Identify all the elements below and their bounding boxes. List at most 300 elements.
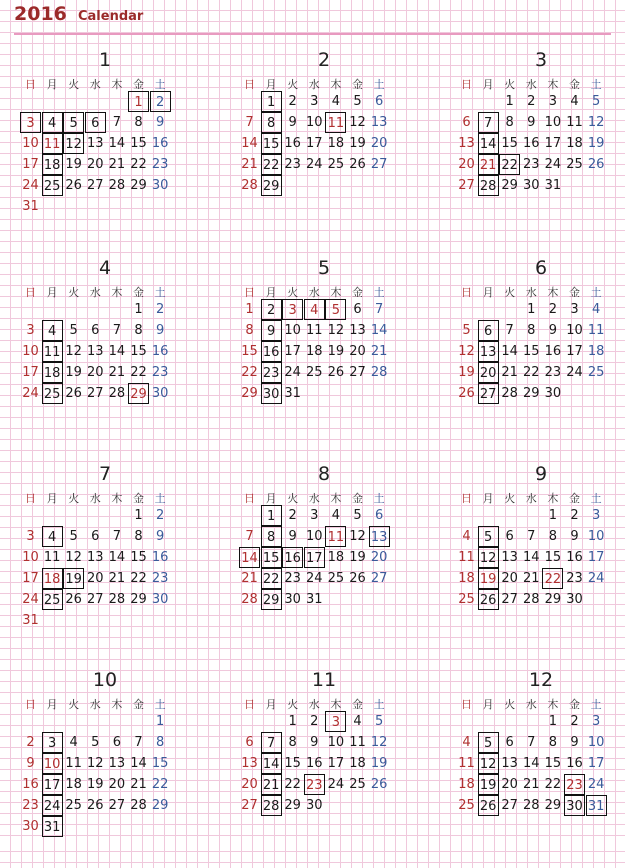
weekday-label: 火: [287, 286, 299, 299]
day-cell: 3: [310, 94, 319, 109]
day-cell: 4: [331, 508, 341, 523]
day-cell: 18: [327, 550, 345, 565]
day-cell: 31: [22, 613, 39, 628]
day-cell: 13: [241, 756, 258, 771]
day-cell: 19: [349, 136, 366, 151]
day-cell: 9: [288, 115, 297, 130]
weekday-label: 金: [569, 286, 580, 299]
day-cell: 1: [548, 508, 558, 523]
day-cell: 1: [134, 508, 143, 523]
day-cell: 1: [134, 302, 143, 317]
weekday-label: 日: [25, 286, 36, 299]
day-cell: 22: [284, 777, 301, 792]
weekday-label: 火: [287, 698, 299, 711]
day-cell: 19: [327, 344, 345, 359]
day-cell: 22: [241, 365, 258, 380]
day-cell: 20: [458, 157, 475, 172]
weekday-label: 木: [547, 492, 559, 505]
day-cell: 25: [458, 592, 475, 607]
day-cell: 16: [261, 341, 282, 362]
day-cell: 27: [108, 798, 126, 813]
day-cell: 23: [151, 157, 169, 172]
day-cell: 19: [87, 777, 104, 792]
day-cell: 5: [63, 112, 84, 133]
day-cell: 7: [112, 529, 122, 544]
weekday-label: 木: [547, 78, 559, 91]
day-cell: 12: [458, 344, 475, 359]
day-cell: 22: [130, 365, 147, 380]
day-cell: 26: [370, 777, 388, 792]
day-cell: 18: [42, 154, 63, 175]
month-12: [456, 668, 625, 868]
month-8: [239, 462, 409, 662]
day-cell: 14: [108, 344, 126, 359]
day-cell: 31: [284, 386, 301, 401]
day-cell: 21: [370, 344, 388, 359]
day-cell: 17: [327, 756, 345, 771]
day-cell: 3: [325, 711, 346, 732]
day-cell: 15: [241, 344, 258, 359]
day-cell: 23: [261, 362, 282, 383]
day-cell: 17: [587, 756, 605, 771]
day-cell: 22: [130, 157, 147, 172]
weekday-label: 日: [244, 698, 255, 711]
day-cell: 16: [306, 756, 323, 771]
day-cell: 9: [527, 115, 536, 130]
day-cell: 5: [69, 529, 78, 544]
day-cell: 21: [523, 571, 540, 586]
day-cell: 20: [87, 157, 104, 172]
day-cell: 13: [370, 115, 388, 130]
weekday-label: 水: [308, 78, 320, 91]
day-cell: 11: [325, 112, 346, 133]
day-cell: 6: [505, 735, 514, 750]
day-cell: 28: [108, 592, 126, 607]
weekday-label: 火: [504, 492, 516, 505]
day-cell: 14: [501, 344, 518, 359]
day-cell: 5: [462, 323, 471, 338]
day-cell: 4: [353, 714, 362, 729]
day-cell: 21: [108, 571, 126, 586]
day-cell: 24: [22, 178, 39, 193]
weekday-label: 金: [352, 492, 363, 505]
day-cell: 17: [284, 344, 301, 359]
day-cell: 2: [155, 302, 165, 317]
day-cell: 22: [261, 154, 282, 175]
day-cell: 14: [261, 753, 282, 774]
month-10: [20, 668, 190, 868]
day-cell: 28: [478, 175, 499, 196]
day-cell: 19: [370, 756, 388, 771]
day-cell: 20: [370, 136, 388, 151]
day-cell: 6: [245, 735, 254, 750]
day-cell: 2: [570, 714, 579, 729]
day-cell: 28: [523, 592, 540, 607]
day-cell: 14: [239, 547, 260, 568]
day-cell: 7: [112, 323, 122, 338]
day-cell: 11: [42, 341, 63, 362]
day-cell: 18: [458, 571, 475, 586]
day-cell: 5: [353, 508, 362, 523]
day-cell: 4: [331, 94, 341, 109]
day-cell: 12: [370, 735, 388, 750]
day-cell: 25: [327, 571, 345, 586]
weekday-label: 水: [89, 286, 101, 299]
day-cell: 2: [26, 735, 35, 750]
day-cell: 26: [65, 386, 82, 401]
day-cell: 30: [566, 592, 583, 607]
day-cell: 21: [108, 157, 126, 172]
weekday-label: 火: [287, 492, 299, 505]
day-cell: 11: [458, 756, 475, 771]
day-cell: 1: [128, 91, 149, 112]
day-cell: 19: [587, 136, 605, 151]
day-cell: 11: [325, 526, 346, 547]
day-cell: 7: [245, 115, 254, 130]
day-cell: 10: [22, 136, 39, 151]
day-cell: 30: [151, 592, 169, 607]
day-cell: 25: [458, 798, 475, 813]
weekday-label: 水: [89, 698, 101, 711]
day-cell: 18: [65, 777, 82, 792]
day-cell: 18: [327, 136, 345, 151]
day-cell: 9: [570, 735, 579, 750]
day-cell: 29: [261, 175, 282, 196]
day-cell: 23: [284, 571, 301, 586]
weekday-label: 火: [68, 492, 80, 505]
weekday-label: 月: [482, 78, 494, 91]
day-cell: 25: [42, 589, 63, 610]
day-cell: 13: [349, 323, 366, 338]
day-cell: 15: [130, 136, 147, 151]
day-cell: 7: [261, 732, 282, 753]
day-cell: 9: [155, 529, 165, 544]
day-cell: 12: [65, 344, 82, 359]
day-cell: 14: [241, 136, 258, 151]
day-cell: 3: [570, 302, 579, 317]
day-cell: 13: [501, 550, 518, 565]
day-cell: 19: [458, 365, 475, 380]
day-cell: 25: [42, 175, 63, 196]
day-cell: 25: [42, 383, 63, 404]
day-cell: 19: [478, 568, 499, 589]
day-cell: 5: [374, 714, 384, 729]
day-cell: 18: [587, 344, 605, 359]
day-cell: 8: [548, 735, 558, 750]
day-cell: 27: [501, 592, 518, 607]
day-cell: 13: [478, 341, 499, 362]
day-cell: 2: [288, 508, 297, 523]
day-cell: 24: [22, 386, 39, 401]
day-cell: 29: [130, 178, 147, 193]
weekday-label: 水: [308, 492, 320, 505]
weekday-label: 金: [569, 698, 580, 711]
weekday-label: 金: [569, 492, 580, 505]
day-cell: 15: [501, 136, 518, 151]
day-cell: 27: [87, 178, 104, 193]
day-cell: 17: [587, 550, 605, 565]
day-cell: 21: [501, 365, 518, 380]
day-cell: 15: [523, 344, 540, 359]
day-cell: 2: [527, 94, 536, 109]
day-cell: 20: [370, 550, 388, 565]
day-cell: 30: [306, 798, 323, 813]
weekday-label: 金: [133, 698, 144, 711]
weekday-label: 木: [547, 698, 559, 711]
weekday-label: 土: [590, 78, 602, 91]
day-cell: 28: [108, 178, 126, 193]
day-cell: 8: [548, 529, 558, 544]
day-cell: 2: [310, 714, 319, 729]
day-cell: 12: [349, 115, 366, 130]
day-cell: 3: [591, 714, 601, 729]
month-4: [20, 256, 190, 456]
day-cell: 9: [155, 115, 165, 130]
month-title: 11: [311, 669, 337, 691]
weekday-label: 木: [111, 78, 123, 91]
month-1: [20, 48, 190, 248]
day-cell: 24: [306, 157, 323, 172]
day-cell: 29: [241, 386, 258, 401]
weekday-label: 火: [68, 286, 80, 299]
month-title: 7: [98, 463, 112, 485]
weekday-label: 月: [265, 286, 277, 299]
day-cell: 15: [261, 547, 282, 568]
day-cell: 10: [306, 529, 323, 544]
day-cell: 6: [505, 529, 514, 544]
day-cell: 24: [22, 592, 39, 607]
day-cell: 3: [282, 299, 303, 320]
day-cell: 10: [42, 753, 63, 774]
day-cell: 2: [261, 299, 282, 320]
day-cell: 28: [241, 592, 258, 607]
weekday-label: 金: [352, 698, 363, 711]
day-cell: 27: [370, 157, 388, 172]
weekday-label: 土: [373, 492, 385, 505]
day-cell: 10: [284, 323, 301, 338]
day-cell: 9: [261, 320, 282, 341]
month-3: [456, 48, 625, 248]
day-cell: 30: [151, 178, 169, 193]
month-title: 2: [317, 49, 331, 71]
day-cell: 7: [478, 112, 499, 133]
day-cell: 29: [544, 592, 562, 607]
day-cell: 14: [523, 756, 540, 771]
day-cell: 26: [327, 365, 345, 380]
day-cell: 16: [151, 550, 169, 565]
day-cell: 5: [591, 94, 601, 109]
day-cell: 22: [523, 365, 540, 380]
day-cell: 15: [544, 756, 562, 771]
day-cell: 20: [478, 362, 499, 383]
day-cell: 4: [304, 299, 325, 320]
day-cell: 17: [304, 547, 325, 568]
weekday-label: 月: [46, 78, 58, 91]
weekday-label: 水: [308, 286, 320, 299]
day-cell: 3: [310, 508, 319, 523]
day-cell: 26: [349, 157, 366, 172]
weekday-label: 水: [525, 698, 537, 711]
day-cell: 13: [501, 756, 518, 771]
day-cell: 23: [304, 774, 325, 795]
weekday-label: 日: [461, 698, 472, 711]
day-cell: 19: [349, 550, 366, 565]
day-cell: 11: [587, 323, 605, 338]
weekday-label: 日: [244, 492, 255, 505]
day-cell: 23: [566, 571, 583, 586]
month-title: 12: [528, 669, 554, 691]
day-cell: 10: [22, 550, 39, 565]
day-cell: 25: [306, 365, 323, 380]
day-cell: 6: [91, 529, 100, 544]
day-cell: 25: [587, 365, 605, 380]
day-cell: 18: [42, 362, 63, 383]
day-cell: 1: [505, 94, 514, 109]
month-title: 1: [98, 49, 112, 71]
month-11: [239, 668, 409, 868]
day-cell: 9: [548, 323, 558, 338]
day-cell: 8: [261, 526, 282, 547]
weekday-label: 日: [244, 78, 255, 91]
day-cell: 16: [523, 136, 540, 151]
day-cell: 3: [20, 112, 41, 133]
month-6: [456, 256, 625, 456]
weekday-label: 火: [287, 78, 299, 91]
day-cell: 7: [134, 735, 143, 750]
day-cell: 8: [261, 112, 282, 133]
day-cell: 27: [458, 178, 475, 193]
day-cell: 22: [542, 568, 563, 589]
day-cell: 12: [478, 547, 499, 568]
day-cell: 25: [349, 777, 366, 792]
day-cell: 1: [155, 714, 165, 729]
day-cell: 2: [155, 508, 165, 523]
day-cell: 4: [42, 320, 63, 341]
day-cell: 26: [87, 798, 104, 813]
day-cell: 29: [130, 592, 147, 607]
day-cell: 1: [245, 302, 254, 317]
day-cell: 7: [505, 323, 514, 338]
day-cell: 20: [241, 777, 258, 792]
day-cell: 19: [65, 157, 82, 172]
day-cell: 28: [523, 798, 540, 813]
weekday-label: 土: [154, 78, 166, 91]
day-cell: 11: [42, 133, 63, 154]
day-cell: 10: [587, 735, 605, 750]
day-cell: 4: [42, 112, 63, 133]
day-cell: 8: [134, 115, 143, 130]
day-cell: 15: [544, 550, 562, 565]
day-cell: 27: [241, 798, 258, 813]
day-cell: 31: [544, 178, 562, 193]
day-cell: 4: [591, 302, 601, 317]
day-cell: 16: [284, 136, 301, 151]
weekday-label: 土: [590, 492, 602, 505]
day-cell: 24: [306, 571, 323, 586]
day-cell: 3: [591, 508, 601, 523]
weekday-label: 水: [308, 698, 320, 711]
day-cell: 29: [544, 798, 562, 813]
weekday-label: 火: [68, 698, 80, 711]
day-cell: 21: [261, 774, 282, 795]
weekday-label: 金: [569, 78, 580, 91]
day-cell: 10: [566, 323, 583, 338]
day-cell: 17: [544, 136, 562, 151]
day-cell: 5: [91, 735, 100, 750]
day-cell: 23: [22, 798, 39, 813]
day-cell: 8: [134, 323, 143, 338]
day-cell: 10: [327, 735, 345, 750]
day-cell: 27: [87, 386, 104, 401]
day-cell: 18: [306, 344, 323, 359]
day-cell: 15: [130, 550, 147, 565]
day-cell: 29: [128, 383, 149, 404]
day-cell: 24: [587, 777, 605, 792]
day-cell: 7: [527, 735, 536, 750]
day-cell: 28: [241, 178, 258, 193]
day-cell: 1: [527, 302, 536, 317]
day-cell: 13: [87, 344, 104, 359]
day-cell: 22: [544, 777, 562, 792]
day-cell: 21: [478, 154, 499, 175]
weekday-label: 月: [482, 698, 494, 711]
day-cell: 13: [108, 756, 126, 771]
day-cell: 4: [69, 735, 78, 750]
day-cell: 21: [241, 157, 258, 172]
day-cell: 2: [150, 91, 171, 112]
day-cell: 11: [43, 550, 61, 565]
day-cell: 12: [349, 529, 366, 544]
day-cell: 30: [523, 178, 540, 193]
weekday-label: 水: [89, 492, 101, 505]
month-title: 6: [534, 257, 548, 279]
day-cell: 26: [458, 386, 475, 401]
year-label: 2016: [14, 3, 67, 25]
weekday-label: 木: [111, 492, 123, 505]
day-cell: 22: [261, 568, 282, 589]
day-cell: 16: [151, 136, 169, 151]
day-cell: 29: [523, 386, 540, 401]
weekday-label: 月: [265, 78, 277, 91]
day-cell: 23: [544, 365, 562, 380]
day-cell: 21: [108, 365, 126, 380]
weekday-label: 月: [482, 286, 494, 299]
day-cell: 23: [564, 774, 585, 795]
day-cell: 25: [566, 157, 583, 172]
day-cell: 12: [478, 753, 499, 774]
weekday-label: 日: [25, 698, 36, 711]
day-cell: 11: [349, 735, 366, 750]
day-cell: 29: [284, 798, 301, 813]
day-cell: 26: [587, 157, 605, 172]
day-cell: 17: [22, 157, 39, 172]
day-cell: 5: [325, 299, 346, 320]
day-cell: 27: [349, 365, 366, 380]
weekday-label: 金: [133, 286, 144, 299]
weekday-label: 日: [461, 286, 472, 299]
day-cell: 17: [566, 344, 583, 359]
day-cell: 31: [306, 592, 323, 607]
day-cell: 24: [544, 157, 562, 172]
day-cell: 30: [151, 386, 169, 401]
day-cell: 30: [564, 795, 585, 816]
weekday-label: 木: [111, 286, 123, 299]
day-cell: 30: [22, 819, 39, 834]
day-cell: 5: [353, 94, 362, 109]
day-cell: 9: [155, 323, 165, 338]
day-cell: 13: [458, 136, 475, 151]
day-cell: 8: [527, 323, 536, 338]
